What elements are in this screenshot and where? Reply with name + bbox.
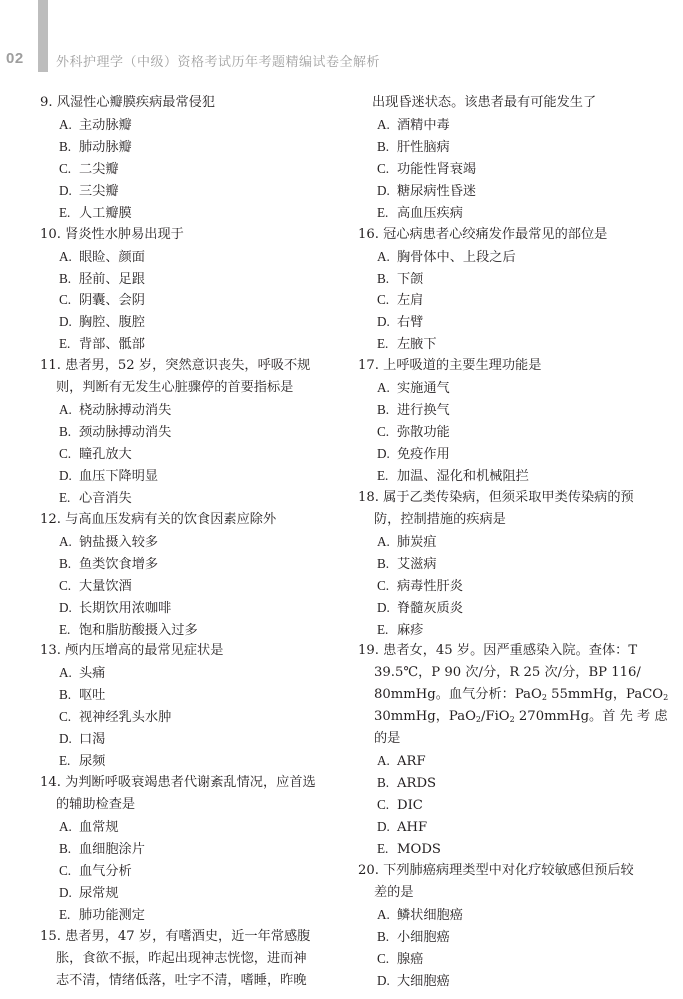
option-text: 肺动脉瓣 [79,139,132,155]
question-14 [40,772,346,926]
option-text: 背部、骶部 [79,337,145,353]
question-stem-continued: 30mmHg，PaO$_2$/FiO$_2$ 270mmHg。首 先 考 虑 [374,709,668,725]
answer-option [40,860,346,882]
question-stem-continued: 的辅助检查是 [56,797,136,812]
option-letter: E. [59,621,71,637]
answer-option [358,750,668,772]
option-letter: A. [59,116,72,132]
option-letter: C. [377,797,390,812]
right-column [358,92,668,991]
option-text: 阴囊、会阴 [79,293,145,309]
question-9 [40,92,346,224]
question-10 [40,224,346,356]
question-stem: 17. 上呼吸道的主要生理功能是 [358,358,542,374]
answer-option [358,948,668,970]
answer-option [40,333,346,355]
option-letter: E. [59,489,71,505]
question-stem: 14. 为判断呼吸衰竭患者代谢紊乱情况，应首选 [40,775,316,791]
answer-option [358,531,668,553]
option-text: 三尖瓣 [79,183,119,199]
option-text: 血压下降明显 [79,468,159,484]
answer-option [40,750,346,772]
left-column [40,92,346,991]
option-letter: B. [377,270,390,286]
question-stem-continued: 差的是 [374,884,414,900]
option-text: 胸骨体中、上段之后 [397,249,516,265]
option-letter: C. [377,577,390,593]
answer-option [358,970,668,992]
question-stem-continued: 防，控制措施的疾病是 [374,511,506,527]
answer-option [358,443,668,465]
answer-option [40,553,346,575]
option-letter: B. [377,775,390,791]
answer-option [40,531,346,553]
question-stem-continued: 则，判断有无发生心脏骤停的首要指标是 [56,380,294,396]
option-letter: D. [59,314,72,330]
answer-option [358,202,668,224]
option-letter: D. [377,182,390,198]
option-text: 血气分析 [79,863,132,879]
option-text: ARF [397,754,426,770]
question-stem-continued: 志不清，情绪低落，吐字不清，嗜睡，昨晚 [56,972,307,988]
option-letter: D. [377,818,390,834]
answer-option [40,158,346,180]
question-stem: 12. 与高血压发病有关的饮食因素应除外 [40,511,277,527]
option-letter: E. [377,336,389,352]
option-text: 加温、湿化和机械阻拦 [397,468,529,484]
option-letter: C. [59,577,72,593]
option-letter: D. [377,972,390,988]
answer-option [40,816,346,838]
question-12 [40,509,346,641]
answer-option [358,597,668,619]
option-letter: C. [59,862,72,878]
option-text: 右臂 [397,315,424,331]
question-15 [40,926,346,992]
option-text: 功能性肾衰竭 [397,161,477,177]
option-letter: D. [59,599,72,615]
question-stem: 10. 肾炎性水肿易出现于 [40,226,184,242]
option-text: 心音消失 [79,490,132,506]
option-letter: E. [59,204,71,220]
answer-option [40,575,346,597]
answer-option [40,202,346,224]
option-letter: D. [59,884,72,900]
option-text: 血细胞涂片 [79,841,145,857]
option-letter: A. [377,753,390,769]
option-text: 肝性脑病 [397,139,450,155]
option-letter: E. [59,336,71,352]
header-color-band [38,0,48,72]
option-text: 主动脉瓣 [79,117,132,133]
option-text: 桡动脉搏动消失 [79,403,172,419]
page-number: 02 [6,50,24,67]
option-text: 左肩 [397,293,424,309]
option-letter: E. [377,467,389,483]
option-text: 麻疹 [397,622,424,638]
option-letter: A. [377,380,390,396]
option-text: 饱和脂肪酸摄入过多 [79,622,198,638]
answer-option [40,487,346,509]
option-text: 左腋下 [397,337,437,353]
option-text: 进行换气 [397,403,450,419]
question-18 [358,487,668,641]
option-letter: A. [377,906,390,922]
option-letter: B. [59,270,72,286]
answer-option [358,575,668,597]
option-letter: D. [377,446,390,461]
option-letter: C. [377,950,390,966]
option-text: AHF [397,819,428,835]
option-text: 呕吐 [79,688,106,704]
answer-option [40,597,346,619]
option-letter: B. [59,138,72,154]
answer-option [40,662,346,684]
option-text: 大细胞癌 [397,973,450,989]
answer-option [40,421,346,443]
answer-option [358,377,668,399]
answer-option [40,904,346,926]
option-text: 胸腔、腹腔 [79,315,145,331]
answer-option [358,926,668,948]
option-text: 弥散功能 [397,425,450,441]
option-text: 肺炭疽 [397,534,437,550]
answer-option [40,114,346,136]
option-text: 人工瓣膜 [79,205,132,221]
answer-option [358,838,668,860]
question-stem-continued: 80mmHg。血气分析：PaO$_2$ 55mmHg，PaCO$_2$ [374,687,669,703]
answer-option [40,882,346,904]
option-text: 长期饮用浓咖啡 [79,600,172,616]
option-letter: D. [59,467,72,483]
answer-option [358,158,668,180]
option-text: 鳞状细胞癌 [397,907,463,923]
option-letter: A. [377,533,390,549]
option-letter: B. [59,424,72,440]
question-11 [40,355,346,509]
option-text: 脊髓灰质炎 [397,600,463,616]
answer-option [358,553,668,575]
answer-option [40,136,346,158]
answer-option [358,465,668,487]
option-letter: B. [59,555,72,571]
question-stem: 15. 患者男，47 岁，有嗜酒史，近一年常感腹 [40,928,311,944]
question-stem: 9. 风湿性心瓣膜疾病最常侵犯 [40,95,216,110]
option-text: 免疫作用 [397,447,450,462]
question-stem: 18. 属于乙类传染病，但须采取甲类传染病的预 [358,489,634,505]
answer-option [358,311,668,333]
question-stem-continued: 39.5℃，P 90 次/分，R 25 次/分，BP 116/ [374,665,641,681]
option-text: 眼睑、颜面 [79,249,145,265]
option-text: 头痛 [79,666,106,682]
question-stem: 19. 患者女，45 岁。因严重感染入院。查体：T [358,643,638,659]
question-stem-continued: 胀，食欲不振，昨起出现神志恍惚，进而神 [56,950,307,966]
option-text: ARDS [397,776,437,792]
option-text: 视神经乳头水肿 [79,710,172,726]
option-text: 钠盐摄入较多 [79,534,159,550]
question-16 [358,224,668,356]
option-letter: D. [59,731,72,747]
answer-option [40,728,346,750]
answer-option [358,772,668,794]
answer-option [40,180,346,202]
option-text: 大量饮酒 [79,578,132,594]
answer-option [358,421,668,443]
answer-option [358,794,668,816]
option-text: 口渴 [79,732,106,748]
option-text: 瞳孔放大 [79,447,132,462]
option-text: DIC [397,798,423,813]
option-letter: D. [377,314,390,330]
option-text: MODS [397,841,441,857]
answer-option [40,289,346,311]
option-text: 血常规 [79,819,119,835]
option-letter: E. [377,840,389,856]
answer-option [358,399,668,421]
question-stem: 出现昏迷状态。该患者最有可能发生了 [372,95,597,110]
answer-option [358,180,668,202]
answer-option [40,838,346,860]
answer-option [40,465,346,487]
option-letter: D. [377,599,390,615]
question-stem: 16. 冠心病患者心绞痛发作最常见的部位是 [358,226,608,242]
question-20 [358,860,668,992]
answer-option [358,114,668,136]
book-title: 外科护理学（中级）资格考试历年考题精编试卷全解析 [56,55,381,70]
answer-option [40,684,346,706]
option-letter: B. [377,138,390,154]
option-letter: C. [59,292,72,308]
option-text: 尿频 [79,754,106,770]
question-stem: 13. 颅内压增高的最常见症状是 [40,643,224,659]
option-letter: E. [377,621,389,637]
answer-option [358,268,668,290]
answer-option [358,289,668,311]
page-header [0,0,683,80]
option-text: 糖尿病性昏迷 [397,183,477,199]
question-19 [358,640,668,859]
option-letter: B. [377,928,390,944]
option-letter: C. [377,292,390,308]
option-letter: A. [377,248,390,264]
option-letter: D. [59,182,72,198]
option-text: 实施通气 [397,381,450,397]
option-text: 颈动脉搏动消失 [79,425,172,441]
answer-option [40,443,346,465]
option-letter: C. [59,446,72,461]
option-text: 高血压疾病 [397,205,463,221]
option-letter: A. [59,818,72,834]
question-17 [358,355,668,487]
answer-option [40,268,346,290]
option-letter: B. [377,555,390,571]
answer-option [40,246,346,268]
question-stem-continued: 的是 [374,731,401,747]
option-letter: A. [59,248,72,264]
option-text: 腺癌 [397,951,424,967]
option-text: 小细胞癌 [397,929,450,945]
option-letter: E. [59,753,71,769]
option-letter: C. [377,424,390,440]
option-letter: B. [59,840,72,856]
option-text: 艾滋病 [397,556,437,572]
option-text: 尿常规 [79,885,119,901]
answer-option [358,333,668,355]
answer-option [40,619,346,641]
answer-option [40,311,346,333]
option-letter: A. [59,665,72,681]
question-stem: 11. 患者男，52 岁，突然意识丧失，呼吸不规 [40,358,311,374]
option-text: 酒精中毒 [397,117,450,133]
option-letter: B. [377,402,390,418]
option-letter: C. [59,160,72,176]
option-letter: E. [377,204,389,220]
answer-option [358,904,668,926]
option-text: 下颌 [397,271,424,287]
option-text: 二尖瓣 [79,161,119,177]
answer-option [358,816,668,838]
option-letter: A. [59,533,72,549]
option-letter: A. [59,402,72,418]
option-text: 鱼类饮食增多 [79,556,159,572]
question-13 [40,640,346,772]
option-text: 病毒性肝炎 [397,578,463,594]
answer-option [40,399,346,421]
option-text: 肺功能测定 [79,907,145,923]
option-letter: A. [377,116,390,132]
question-stem: 20. 下列肺癌病理类型中对化疗较敏感但预后较 [358,862,634,878]
answer-option [358,619,668,641]
answer-option [358,136,668,158]
option-letter: E. [59,906,71,922]
option-letter: C. [377,160,390,176]
answer-option [358,246,668,268]
option-text: 胫前、足跟 [79,271,145,287]
question-continued [358,92,668,224]
answer-option [40,706,346,728]
option-letter: C. [59,709,72,725]
option-letter: B. [59,687,72,703]
